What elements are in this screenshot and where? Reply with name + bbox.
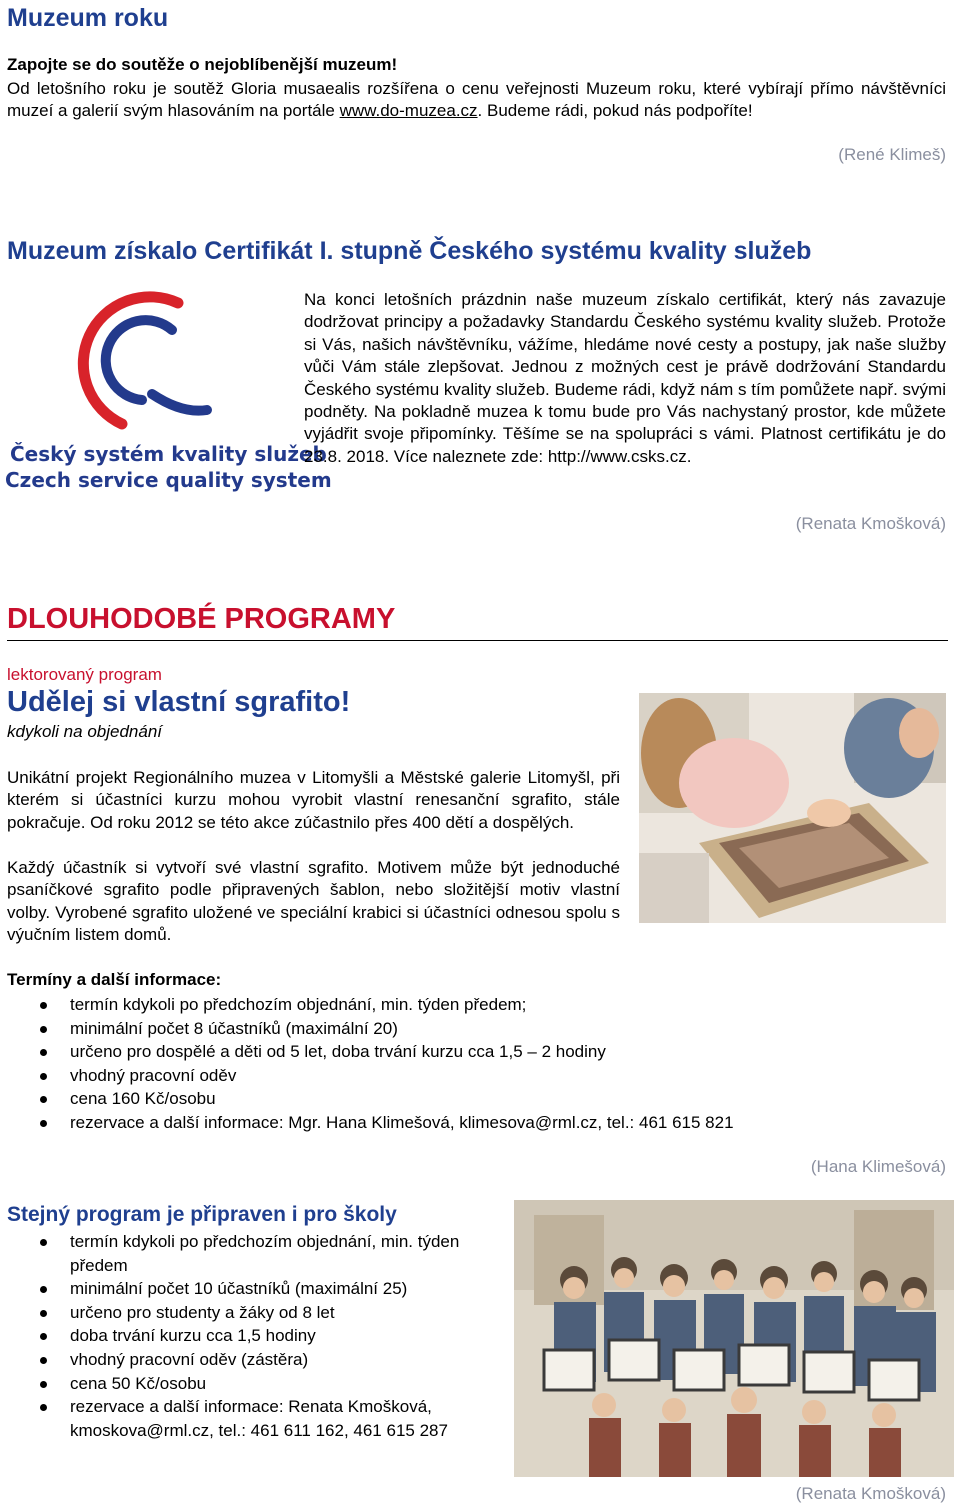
list-item: termín kdykoli po předchozím objednání, min. týden předem <box>0 1230 500 1277</box>
heading-rule <box>7 640 948 641</box>
section1-text-end: . Budeme rádi, pokud nás podpoříte! <box>477 101 753 121</box>
logo-text-cz: Český systém kvality služeb <box>10 442 327 466</box>
list-item: určeno pro dospělé a děti od 5 let, doba trvání kurzu cca 1,5 – 2 hodiny <box>0 1040 940 1064</box>
list-item: vhodný pracovní oděv (zástěra) <box>0 1348 500 1372</box>
csks-logo <box>2 282 332 494</box>
list-item: termín kdykoli po předchozím objednání, min. týden předem; <box>0 993 940 1017</box>
author-rene-klimes: (René Klimeš) <box>838 145 946 164</box>
section1-text: Od letošního roku je soutěž Gloria musaealis rozšířena o cenu veřejnosti Muzeum roku, které vybírají přímo návštěvníci muzeí a galerií svým hlasováním na portále <box>7 79 946 121</box>
terms-list <box>0 993 940 1135</box>
schools-program-heading: Stejný program je připraven i pro školy <box>7 1203 397 1226</box>
list-item: určeno pro studenty a žáky od 8 let <box>0 1301 500 1325</box>
workshop-illustration <box>639 693 946 923</box>
terms-heading: Termíny a další informace: <box>7 970 222 989</box>
section1-paragraph <box>7 78 946 123</box>
program-label: lektorovaný program <box>7 665 162 684</box>
author-renata-kmoskova-2: (Renata Kmošková) <box>795 1484 946 1503</box>
author-hana-klimesova: (Hana Klimešová) <box>810 1157 946 1176</box>
long-term-programs-heading: DLOUHODOBÉ PROGRAMY <box>7 603 396 635</box>
list-item: vhodný pracovní oděv <box>0 1064 940 1088</box>
group-illustration <box>514 1200 954 1477</box>
list-item: minimální počet 8 účastníků (maximální 20) <box>0 1017 940 1041</box>
sgraffito-workshop-photo <box>639 693 946 923</box>
program-paragraph-1: Unikátní projekt Regionálního muzea v Litomyšli a Městské galerie Litomyšl, při kterém si účastníci kurzu mohou vyrobit vlastní renesanční sgrafito, stále pokračuje. Od roku 2012 se této akce zúčastnilo přes 400 dětí a dospělých. <box>7 768 620 832</box>
portal-link[interactable]: www.do-muzea.cz <box>339 101 478 121</box>
author-renata-kmoskova-1: (Renata Kmošková) <box>795 514 946 533</box>
list-item: rezervace a další informace: Renata Kmošková, kmoskova@rml.cz, tel.: 461 611 162, 461 615 287 <box>0 1395 500 1442</box>
section-title-certificate: Muzeum získalo Certifikát I. stupně Českého systému kvality služeb <box>7 237 812 265</box>
list-item: cena 160 Kč/osobu <box>0 1087 940 1111</box>
logo-text-en: Czech service quality system <box>5 468 332 492</box>
lead-text: Zapojte se do soutěže o nejoblíbenější muzeum! <box>7 55 398 74</box>
list-item: cena 50 Kč/osobu <box>0 1372 500 1396</box>
list-item: minimální počet 10 účastníků (maximální 25) <box>0 1277 500 1301</box>
certificate-paragraph: Na konci letošních prázdnin naše muzeum získalo certifikát, který nás zavazuje dodržovat principy a požadavky Standardu Českého systému kvality služeb. Protože si Vás, našich návštěvníku, vážíme, hledáme nové cesty a postupy, jak naše služby vůči Vám stále zlepšovat. Jednou z možných cest je právě dodržování Standardu Českého systému kvality služeb. Budeme rádi, když nám s tím pomůžete např. svými podněty. Na pokladně muzea k tomu bude pro Vás nachystaný prostor, kde můžete vyjádřit svoje připomínky. Těšíme se na spolupráci s vámi. Platnost certifikátu je do 23.8. 2018. Více naleznete zde: http://www.csks.cz. <box>304 290 946 466</box>
program-title: Udělej si vlastní sgrafito! <box>7 686 351 718</box>
list-item: doba trvání kurzu cca 1,5 hodiny <box>0 1324 500 1348</box>
schools-list <box>0 1230 500 1442</box>
list-item: rezervace a další informace: Mgr. Hana Klimešová, klimesova@rml.cz, tel.: 461 615 821 <box>0 1111 940 1135</box>
school-group-photo <box>514 1200 954 1477</box>
quality-q-icon <box>2 282 294 432</box>
section-title-museum-of-year: Muzeum roku <box>7 4 169 32</box>
program-paragraph-2: Každý účastník si vytvoří své vlastní sgrafito. Motivem může být jednoduché psaníčkové sgrafito podle připravených šablon, nebo složitější motiv vlastní volby. Vyrobené sgrafito uložené ve speciální krabici si účastníci odnesou spolu s výučním listem domů. <box>7 858 620 945</box>
program-subtitle: kdykoli na objednání <box>7 722 163 741</box>
